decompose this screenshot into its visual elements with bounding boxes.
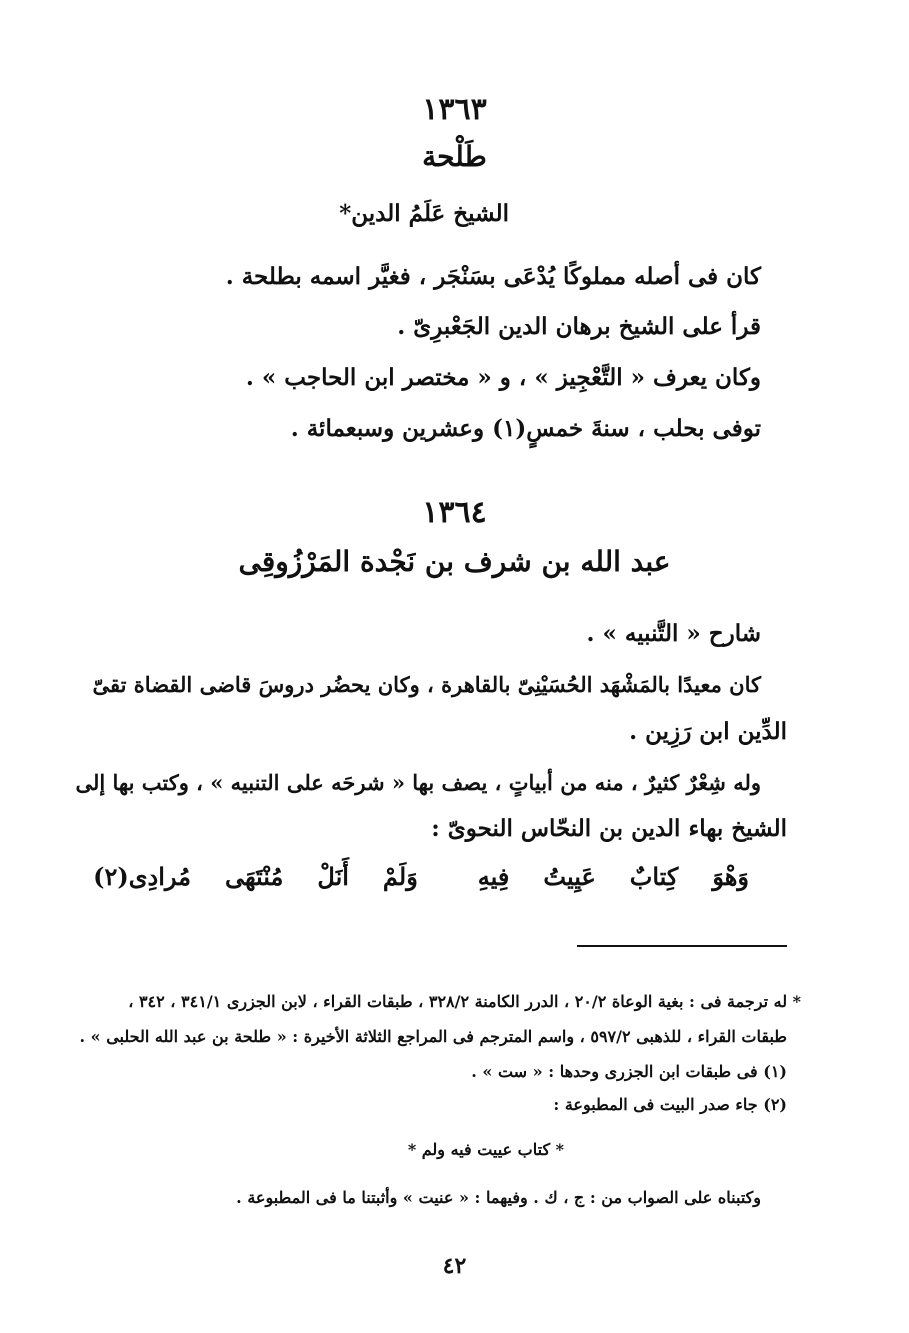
verse-word: كِتابٌ — [629, 862, 679, 891]
page-number: ٤٢ — [442, 1253, 467, 1279]
verse-word: وَهْوَ — [712, 862, 749, 891]
footnote-2-verse: * كتاب عييت فيه ولم * — [407, 1140, 564, 1159]
entry-name-talha: طَلْحة — [422, 140, 487, 173]
entry-1363-line-2: قرأ على الشيخ برهان الدين الجَعْبرِىّ . — [397, 313, 761, 340]
entry-1363-line-4: توفى بحلب ، سنةَ خمسٍ(١) وعشرين وسبعمائة . — [290, 415, 761, 442]
entry-1364-line-2: كان معيدًا بالمَشْهَد الحُسَيْنِىّ بالقاهرة ، وكان يحضُر دروسَ قاضى القضاة تقىّ — [92, 672, 761, 697]
entry-number-1363: ١٣٦٣ — [422, 92, 487, 127]
footnote-star-line-1: * له ترجمة فى : بغية الوعاة ٢٠/٢ ، الدرر الكامنة ٣٢٨/٢ ، طبقات القراء ، لابن الجزرى ٣٤١/١ ، ٣٤٢ ، — [128, 992, 801, 1011]
entry-1364-line-4: وله شِعْرٌ كثيرٌ ، منه من أبياتٍ ، يصف بها « شرحَه على التنبيه » ، وكتب بها إلى — [75, 770, 761, 795]
verse-word: مُرادِى(٢) — [93, 862, 191, 891]
verse-word: عَيِيتُ — [543, 862, 596, 891]
verse-word: أَنَلْ — [317, 862, 349, 891]
entry-1364-line-3: الدِّين ابن رَزِين . — [629, 718, 787, 745]
entry-1363-line-3: وكان يعرف « التَّعْجِيز » ، و « مختصر ابن الحاجب » . — [245, 364, 761, 391]
entry-title-talha: الشيخ عَلَمُ الدين* — [339, 200, 509, 227]
poem-verse — [93, 862, 749, 891]
footnote-2: (٢) جاء صدر البيت فى المطبوعة : — [553, 1095, 787, 1114]
entry-name-abdallah: عبد الله بن شرف بن نَجْدة المَرْزُوقِى — [238, 545, 671, 578]
verse-word: مُنْتَهَى — [224, 862, 284, 891]
footnote-separator — [577, 945, 787, 947]
footnote-1: (١) فى طبقات ابن الجزرى وحدها : « ست » . — [471, 1062, 787, 1081]
verse-word: فِيهِ — [477, 862, 510, 891]
entry-1363-line-1: كان فى أصله مملوكًا يُدْعَى بسَنْجَر ، فغيَّر اسمه بطلحة . — [225, 263, 761, 290]
entry-number-1364: ١٣٦٤ — [422, 495, 487, 530]
verse-word: وَلَمْ — [382, 862, 418, 891]
footnote-2-note: وكتبناه على الصواب من : ج ، ك . وفيهما : « عنيت » وأثبتنا ما فى المطبوعة . — [236, 1188, 761, 1207]
entry-1364-line-1: شارح « التَّنبيه » . — [586, 620, 761, 647]
entry-1364-line-5: الشيخ بهاء الدين بن النحّاس النحوىّ : — [431, 815, 787, 842]
footnote-star-line-2: طبقات القراء ، للذهبى ٥٩٧/٢ ، واسم المترجم فى المراجع الثلاثة الأخيرة : « طلحة بن عبد الله الحلبى » . — [79, 1027, 787, 1046]
